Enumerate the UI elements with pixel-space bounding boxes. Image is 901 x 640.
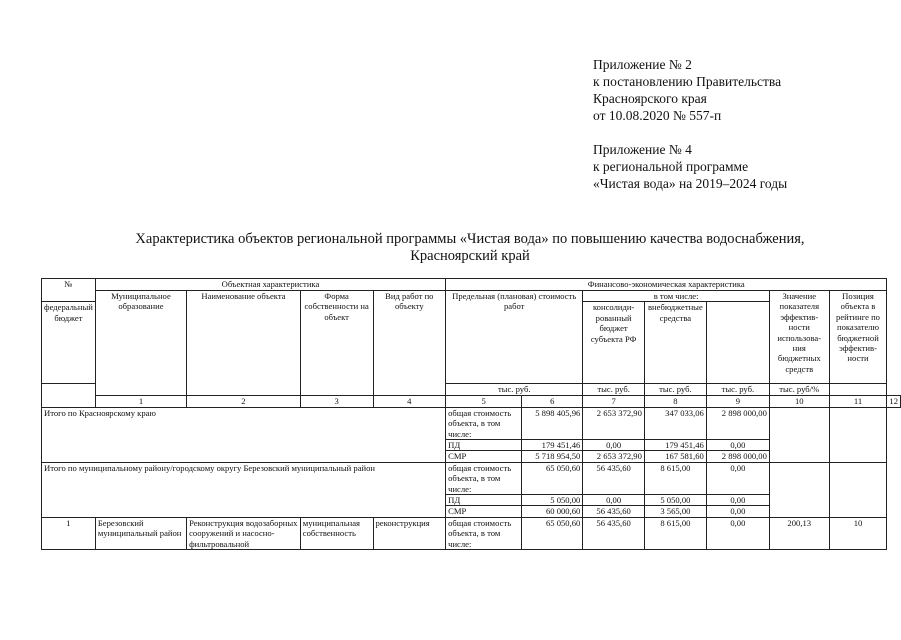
cost-value: 60 000,60	[522, 506, 583, 517]
header-rating-position: Позиция объекта в рейтинге по показателю бюджетной эффектив-ности	[829, 291, 887, 384]
extra-value: 2 898 000,00	[706, 451, 769, 462]
consolidated-value: 167 581,60	[644, 451, 706, 462]
column-number: 7	[583, 396, 645, 407]
column-number: 12	[887, 396, 901, 407]
header-extra-budget: внебюджетные средства	[644, 302, 706, 384]
column-number: 2	[187, 396, 301, 407]
header-object-name: Наименование объекта	[187, 291, 301, 396]
item-cost-type: общая стоимость объекта, в том числе:	[446, 517, 522, 549]
cost-type: общая стоимость объекта, в том числе:	[446, 407, 522, 439]
item-rating-position: 10	[829, 517, 887, 549]
extra-value: 2 898 000,00	[706, 407, 769, 439]
extra-value: 0,00	[706, 506, 769, 517]
column-number: 4	[373, 396, 446, 407]
federal-value: 2 653 372,90	[583, 407, 645, 439]
header-object-characteristic: Объектная характеристика	[95, 279, 445, 291]
header-work-type: Вид работ по объекту	[373, 291, 446, 396]
column-number: 8	[644, 396, 706, 407]
cost-value: 5 718 954,50	[522, 451, 583, 462]
appendix-4-line-2: к региональной программе	[593, 159, 749, 174]
total-municipality-label: Итого по муниципальному району/городскому округу Березовский муниципальный район	[42, 462, 446, 517]
header-ownership-form: Форма собственности на объект	[300, 291, 373, 396]
header-including: в том числе:	[583, 291, 770, 302]
column-number: 5	[446, 396, 522, 407]
header-financial-characteristic: Финансово-экономическая характеристика	[446, 279, 887, 291]
federal-value: 56 435,60	[583, 462, 645, 494]
header-consolidated-budget: консолиди-рованный бюджет субъекта РФ	[583, 302, 645, 384]
appendix-4-line-1: Приложение № 4	[593, 142, 692, 157]
header-number: №	[42, 279, 96, 302]
unit-cost: тыс. руб.	[446, 384, 583, 396]
appendix-header	[593, 56, 787, 192]
column-number: 10	[769, 396, 829, 407]
item-object-name: Реконструкция водозаборных сооружений и насосно-фильтровальной	[187, 517, 301, 549]
cost-type: СМР	[446, 451, 522, 462]
item-efficiency-value: 200,13	[769, 517, 829, 549]
appendix-2-line-1: Приложение № 2	[593, 57, 692, 72]
objects-table	[41, 278, 901, 550]
header-municipality: Муниципальное образование	[95, 291, 186, 396]
title-line-1: Характеристика объектов региональной программы «Чистая вода» по повышению качества водоснабжения,	[135, 231, 805, 247]
item-consolidated-value: 8 615,00	[644, 517, 706, 549]
item-cost-value: 65 050,60	[522, 517, 583, 549]
consolidated-value: 5 050,00	[644, 495, 706, 506]
federal-value: 56 435,60	[583, 506, 645, 517]
total-krai-label: Итого по Красноярскому краю	[42, 407, 446, 462]
appendix-2-line-2: к постановлению Правительства	[593, 74, 782, 89]
cost-value: 5 050,00	[522, 495, 583, 506]
cost-value: 179 451,46	[522, 440, 583, 451]
extra-value: 0,00	[706, 495, 769, 506]
cost-type: СМР	[446, 506, 522, 517]
cost-type: ПД	[446, 495, 522, 506]
appendix-2-line-3: Красноярского края	[593, 91, 707, 106]
federal-value: 0,00	[583, 440, 645, 451]
cost-value: 5 898 405,96	[522, 407, 583, 439]
item-ownership-form: муниципальная собственность	[300, 517, 373, 549]
federal-value: 0,00	[583, 495, 645, 506]
consolidated-value: 347 033,06	[644, 407, 706, 439]
header-efficiency-value: Значение показателя эффектив-ности использова-ния бюджетных средств	[769, 291, 829, 384]
item-municipality: Березовский муниципальный район	[95, 517, 186, 549]
consolidated-value: 179 451,46	[644, 440, 706, 451]
column-number: 9	[706, 396, 769, 407]
column-number: 11	[829, 396, 887, 407]
appendix-2-line-4: от 10.08.2020 № 557-п	[593, 108, 722, 123]
appendix-4-line-3: «Чистая вода» на 2019–2024 годы	[593, 176, 788, 191]
document-title	[40, 231, 900, 265]
cost-type: общая стоимость объекта, в том числе:	[446, 462, 522, 494]
item-extra-value: 0,00	[706, 517, 769, 549]
column-number: 1	[95, 396, 186, 407]
consolidated-value: 3 565,00	[644, 506, 706, 517]
extra-value: 0,00	[706, 440, 769, 451]
table-row	[42, 517, 901, 549]
item-work-type: реконструкция	[373, 517, 446, 549]
unit-consolidated: тыс. руб.	[644, 384, 706, 396]
title-line-2: Красноярский край	[410, 248, 530, 264]
extra-value: 0,00	[706, 462, 769, 494]
column-number: 3	[300, 396, 373, 407]
cost-value: 65 050,60	[522, 462, 583, 494]
unit-federal: тыс. руб.	[583, 384, 645, 396]
table-row	[42, 462, 901, 494]
header-cost: Предельная (плановая) стоимость работ	[446, 291, 583, 384]
table-row	[42, 407, 901, 439]
column-number: 6	[522, 396, 583, 407]
item-federal-value: 56 435,60	[583, 517, 645, 549]
header-federal-budget: федеральный бюджет	[42, 302, 96, 384]
federal-value: 2 653 372,90	[583, 451, 645, 462]
cost-type: ПД	[446, 440, 522, 451]
unit-value: тыс. руб/%	[769, 384, 829, 396]
consolidated-value: 8 615,00	[644, 462, 706, 494]
item-number: 1	[42, 517, 96, 549]
unit-extra: тыс. руб.	[706, 384, 769, 396]
